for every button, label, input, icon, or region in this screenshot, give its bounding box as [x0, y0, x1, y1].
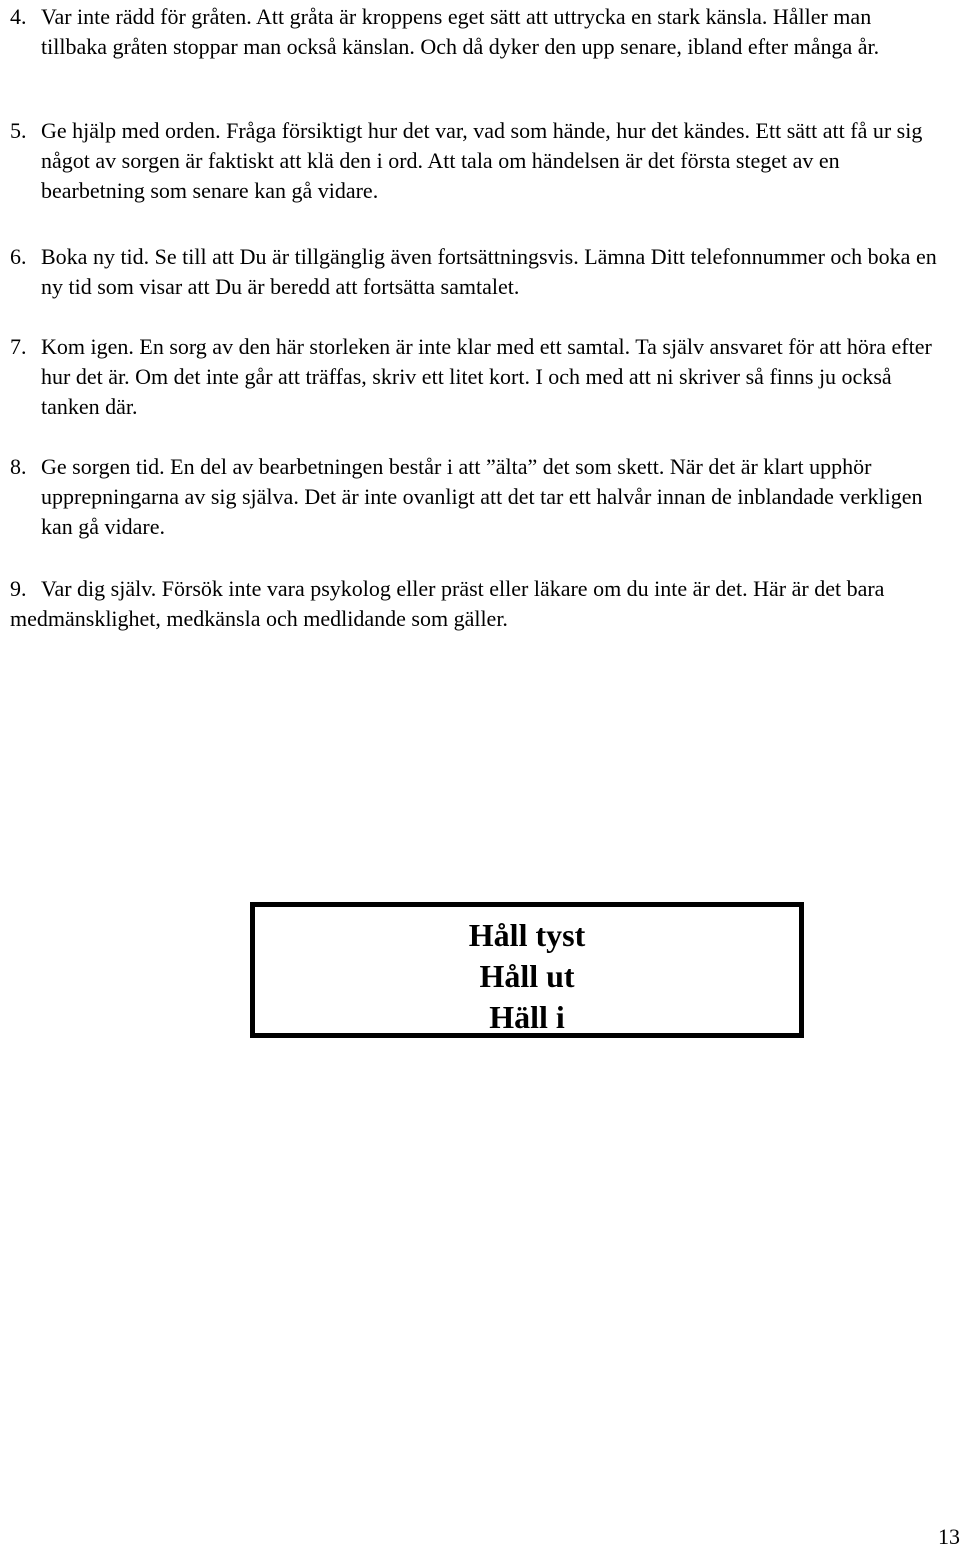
list-item-9 [10, 574, 940, 634]
list-item-5 [10, 116, 940, 206]
list-item-6 [10, 242, 940, 302]
motto-lines [255, 907, 799, 1038]
list-item-number: 5. [10, 118, 27, 143]
motto-box [250, 902, 804, 1038]
page-number: 13 [938, 1524, 960, 1549]
list-item-4 [10, 2, 940, 62]
list-item-7 [10, 332, 940, 422]
motto-line-3: Häll i [489, 999, 565, 1035]
list-item-text: Ge hjälp med orden. Fråga försiktigt hur det var, vad som hände, hur det kändes. Ett sätt att få ur sig något av sorgen är faktiskt att klä den i ord. Att tala om händelsen är det första steget av en bearbetning som senare kan gå vidare. [41, 118, 923, 203]
list-item-text: Ge sorgen tid. En del av bearbetningen består i att ”älta” det som skett. När det är klart upphör upprepningarna av sig själva. Det är inte ovanligt att det tar ett halvår innan de inblandade verkligen kan gå vidare. [41, 454, 923, 539]
list-item-text: Kom igen. En sorg av den här storleken är inte klar med ett samtal. Ta själv ansvaret för att höra efter hur det är. Om det inte går att träffas, skriv ett litet kort. I och med att ni skriver så finns ju också tanken där. [41, 334, 932, 419]
list-item-number: 7. [10, 334, 27, 359]
list-item-text: Var dig själv. Försök inte vara psykolog eller präst eller läkare om du inte är det. Här är det bara medmänsklighet, medkänsla och medlidande som gäller. [10, 576, 885, 631]
list-item-text: Var inte rädd för gråten. Att gråta är kroppens eget sätt att uttrycka en stark känsla. Håller man tillbaka gråten stoppar man också känslan. Och då dyker den upp senare, ibland efter många år. [41, 4, 880, 59]
list-item-number: 4. [10, 4, 27, 29]
motto-line-1: Håll tyst [468, 917, 586, 953]
list-item-number: 9. [10, 576, 27, 601]
list-item-number: 6. [10, 244, 27, 269]
motto-line-2: Håll ut [479, 958, 575, 994]
list-item-text: Boka ny tid. Se till att Du är tillgänglig även fortsättningsvis. Lämna Ditt telefonnummer och boka en ny tid som visar att Du är beredd att fortsätta samtalet. [41, 244, 937, 299]
list-item-number: 8. [10, 454, 27, 479]
list-item-8 [10, 452, 940, 542]
